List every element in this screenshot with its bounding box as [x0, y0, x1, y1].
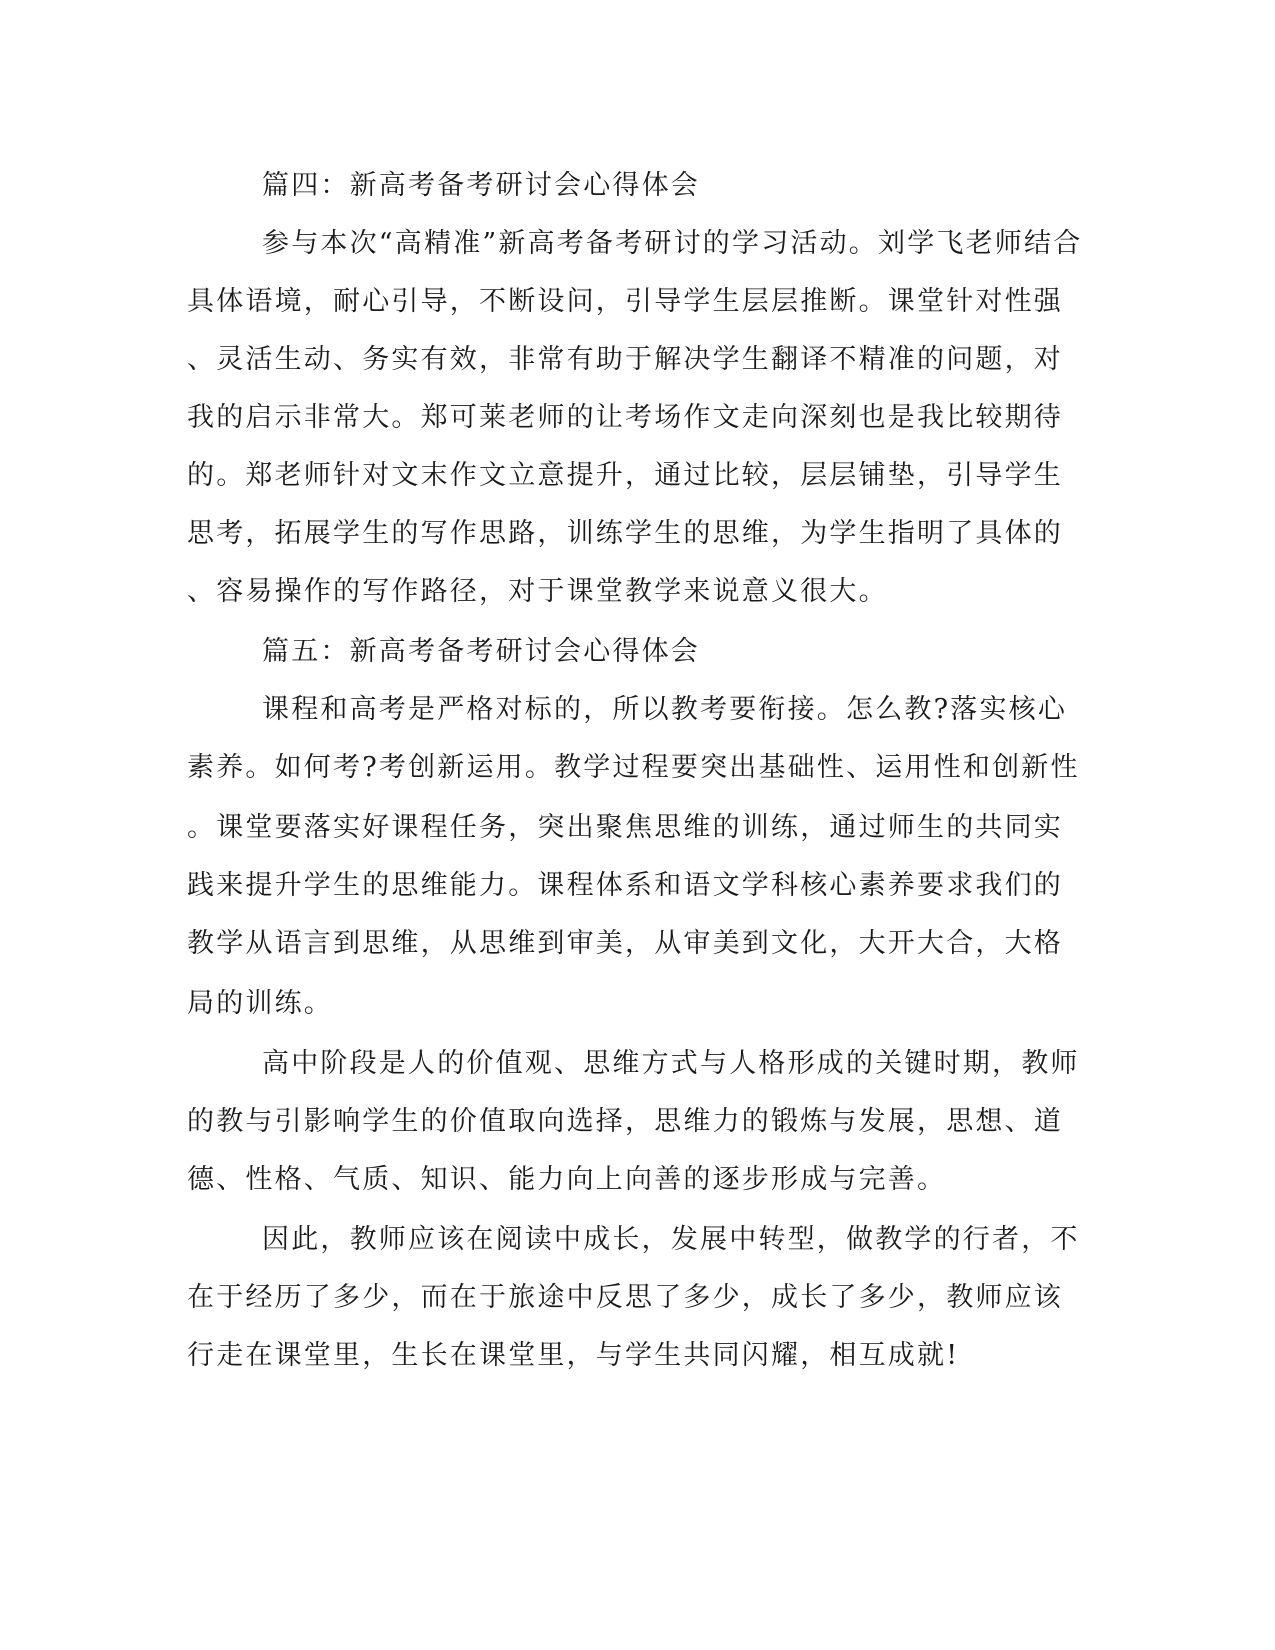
paragraph-line: 教学从语言到思维，从思维到审美，从审美到文化，大开大合，大格 [187, 928, 1063, 959]
paragraph-line: 素养。如何考?考创新运用。教学过程要突出基础性、运用性和创新性 [187, 752, 1080, 783]
paragraph-line: 我的启示非常大。郑可莱老师的让考场作文走向深刻也是我比较期待 [187, 402, 1063, 433]
paragraph-line: 、容易操作的写作路径，对于课堂教学来说意义很大。 [187, 576, 888, 607]
paragraph-line: 在于经历了多少，而在于旅途中反思了多少，成长了多少，教师应该 [187, 1282, 1063, 1313]
paragraph-line: 因此，教师应该在阅读中成长，发展中转型，做教学的行者，不 [262, 1224, 1080, 1255]
paragraph-line: 局的训练。 [187, 988, 333, 1019]
paragraph-line: 行走在课堂里，生长在课堂里，与学生共同闪耀，相互成就! [187, 1340, 960, 1371]
paragraph-line: 、灵活生动、务实有效，非常有助于解决学生翻译不精准的问题，对 [187, 344, 1063, 375]
paragraph-line: 具体语境，耐心引导，不断设问，引导学生层层推断。课堂针对性强 [187, 286, 1063, 317]
paragraph-line: 参与本次“高精准”新高考备考研讨的学习活动。刘学飞老师结合 [262, 228, 1083, 259]
paragraph-line: 高中阶段是人的价值观、思维方式与人格形成的关键时期，教师 [262, 1048, 1080, 1079]
section-5-heading: 篇五：新高考备考研讨会心得体会 [262, 636, 700, 667]
paragraph-line: 的教与引影响学生的价值取向选择，思维力的锻炼与发展，思想、道 [187, 1106, 1063, 1137]
paragraph-line: 。课堂要落实好课程任务，突出聚焦思维的训练，通过师生的共同实 [187, 812, 1063, 843]
paragraph-line: 德、性格、气质、知识、能力向上向善的逐步形成与完善。 [187, 1164, 947, 1195]
paragraph-line: 思考，拓展学生的写作思路，训练学生的思维，为学生指明了具体的 [187, 518, 1063, 549]
paragraph-line: 的。郑老师针对文末作文立意提升，通过比较，层层铺垫，引导学生 [187, 460, 1063, 491]
paragraph-line: 践来提升学生的思维能力。课程体系和语文学科核心素养要求我们的 [187, 870, 1063, 901]
paragraph-line: 课程和高考是严格对标的，所以教考要衔接。怎么教?落实核心 [262, 694, 1068, 725]
section-4-heading: 篇四：新高考备考研讨会心得体会 [262, 170, 700, 201]
